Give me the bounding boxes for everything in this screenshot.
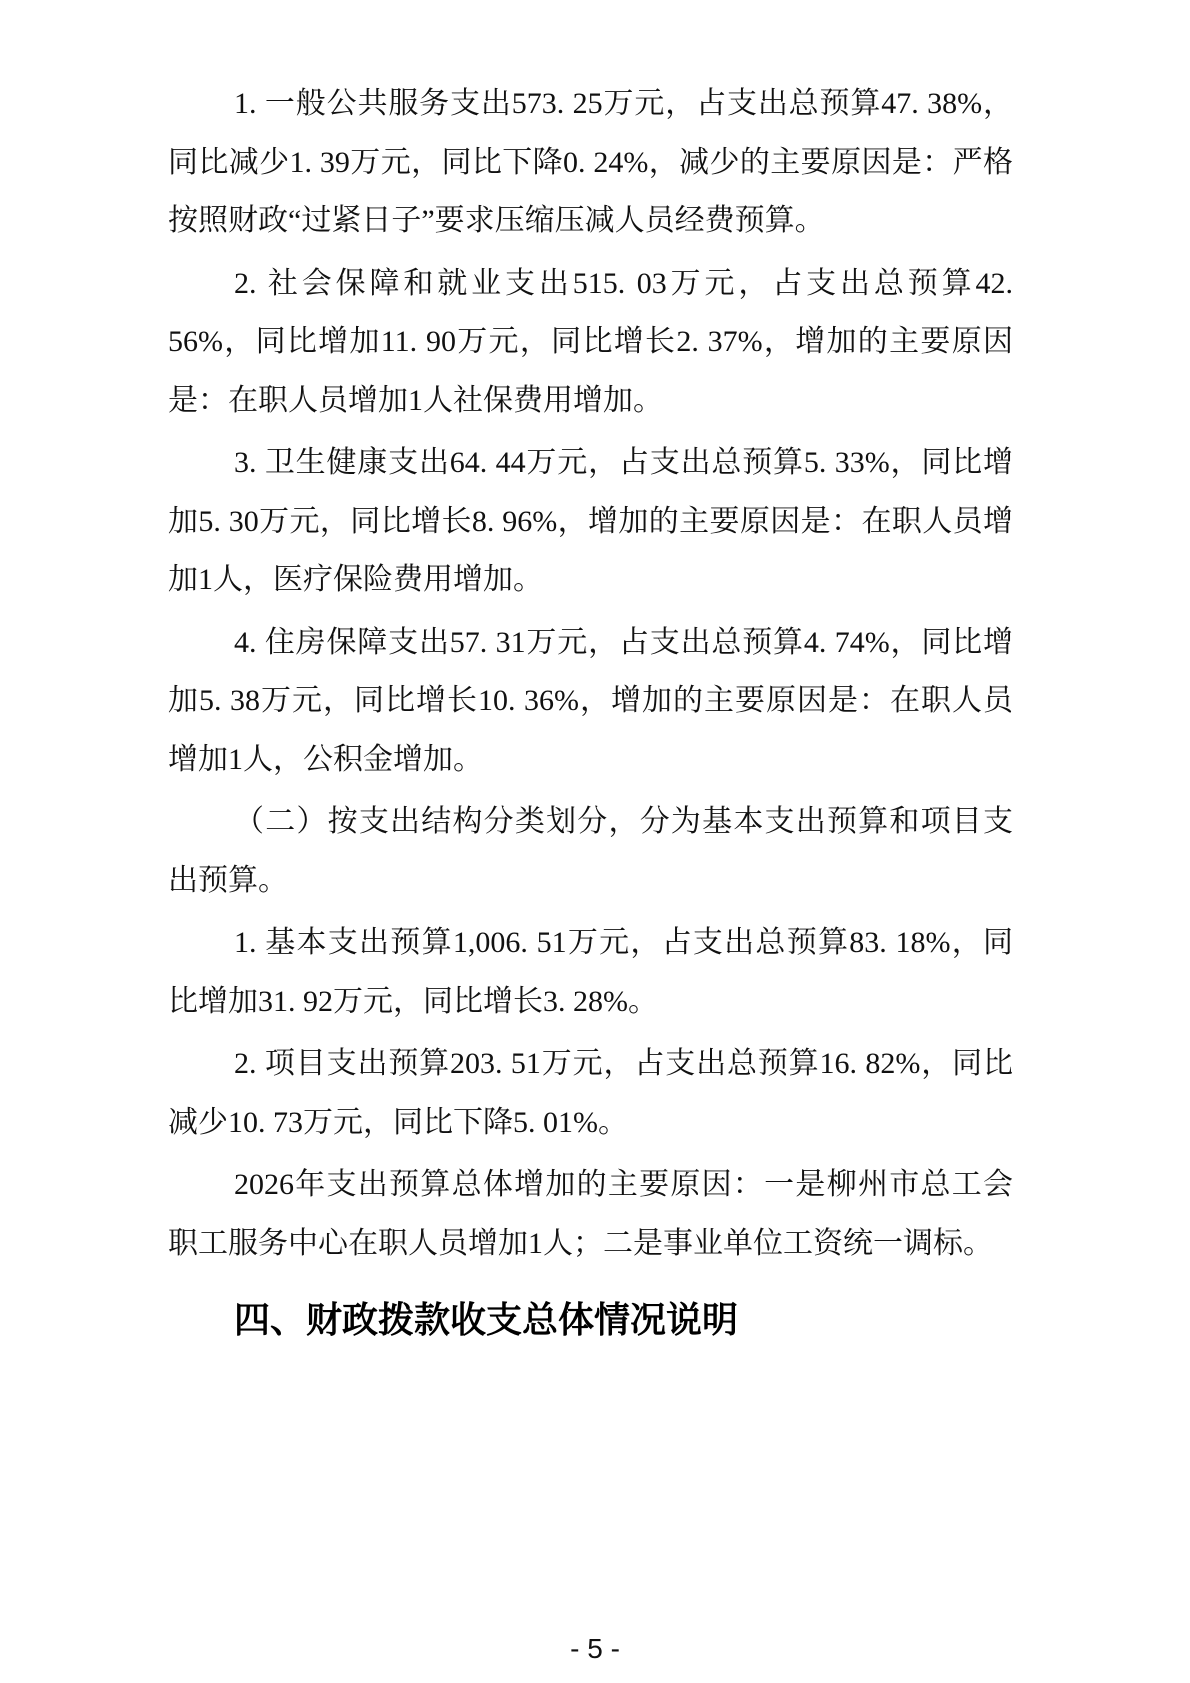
section-heading: 四、财政拨款收支总体情况说明 <box>234 1299 739 1340</box>
page-footer <box>0 1632 1190 1666</box>
paragraph-expenditure-structure-classification: （二）按支出结构分类划分，分为基本支出预算和项目支出预算。 <box>168 805 1013 897</box>
paragraph-social-security-employment-expenditure: 2. 社会保障和就业支出515. 03万元，占支出总预算42. 56%，同比增加11. 90万元，同比增长2. 37%，增加的主要原因是：在职人员增加1人社保费用增加。 <box>168 266 1013 417</box>
paragraph-overall-increase-reasons: 2026年支出预算总体增加的主要原因：一是柳州市总工会职工服务中心在职人员增加1人；二是事业单位工资统一调标。 <box>168 1168 1013 1260</box>
paragraph-project-expenditure-budget: 2. 项目支出预算203. 51万元，占支出总预算16. 82%，同比减少10. 73万元，同比下降5. 01%。 <box>168 1047 1013 1139</box>
paragraph-housing-security-expenditure: 4. 住房保障支出57. 31万元，占支出总预算4. 74%，同比增加5. 38万元，同比增长10. 36%，增加的主要原因是：在职人员增加1人，公积金增加。 <box>168 625 1013 776</box>
paragraph-health-expenditure: 3. 卫生健康支出64. 44万元，占支出总预算5. 33%，同比增加5. 30万元，同比增长8. 96%，增加的主要原因是：在职人员增加1人，医疗保险费用增加。 <box>168 446 1013 596</box>
paragraph-general-public-services-expenditure: 1. 一般公共服务支出573. 25万元，占支出总预算47. 38%，同比减少1. 39万元，同比下降0. 24%，减少的主要原因是：严格按照财政“过紧日子”要求压缩压减人员经费预算。 <box>168 87 1013 237</box>
document-body <box>168 75 1013 1350</box>
paragraph-basic-expenditure-budget: 1. 基本支出预算1,006. 51万元，占支出总预算83. 18%，同比增加31. 92万元，同比增长3. 28%。 <box>168 926 1013 1018</box>
page-number: - 5 - <box>570 1633 620 1664</box>
